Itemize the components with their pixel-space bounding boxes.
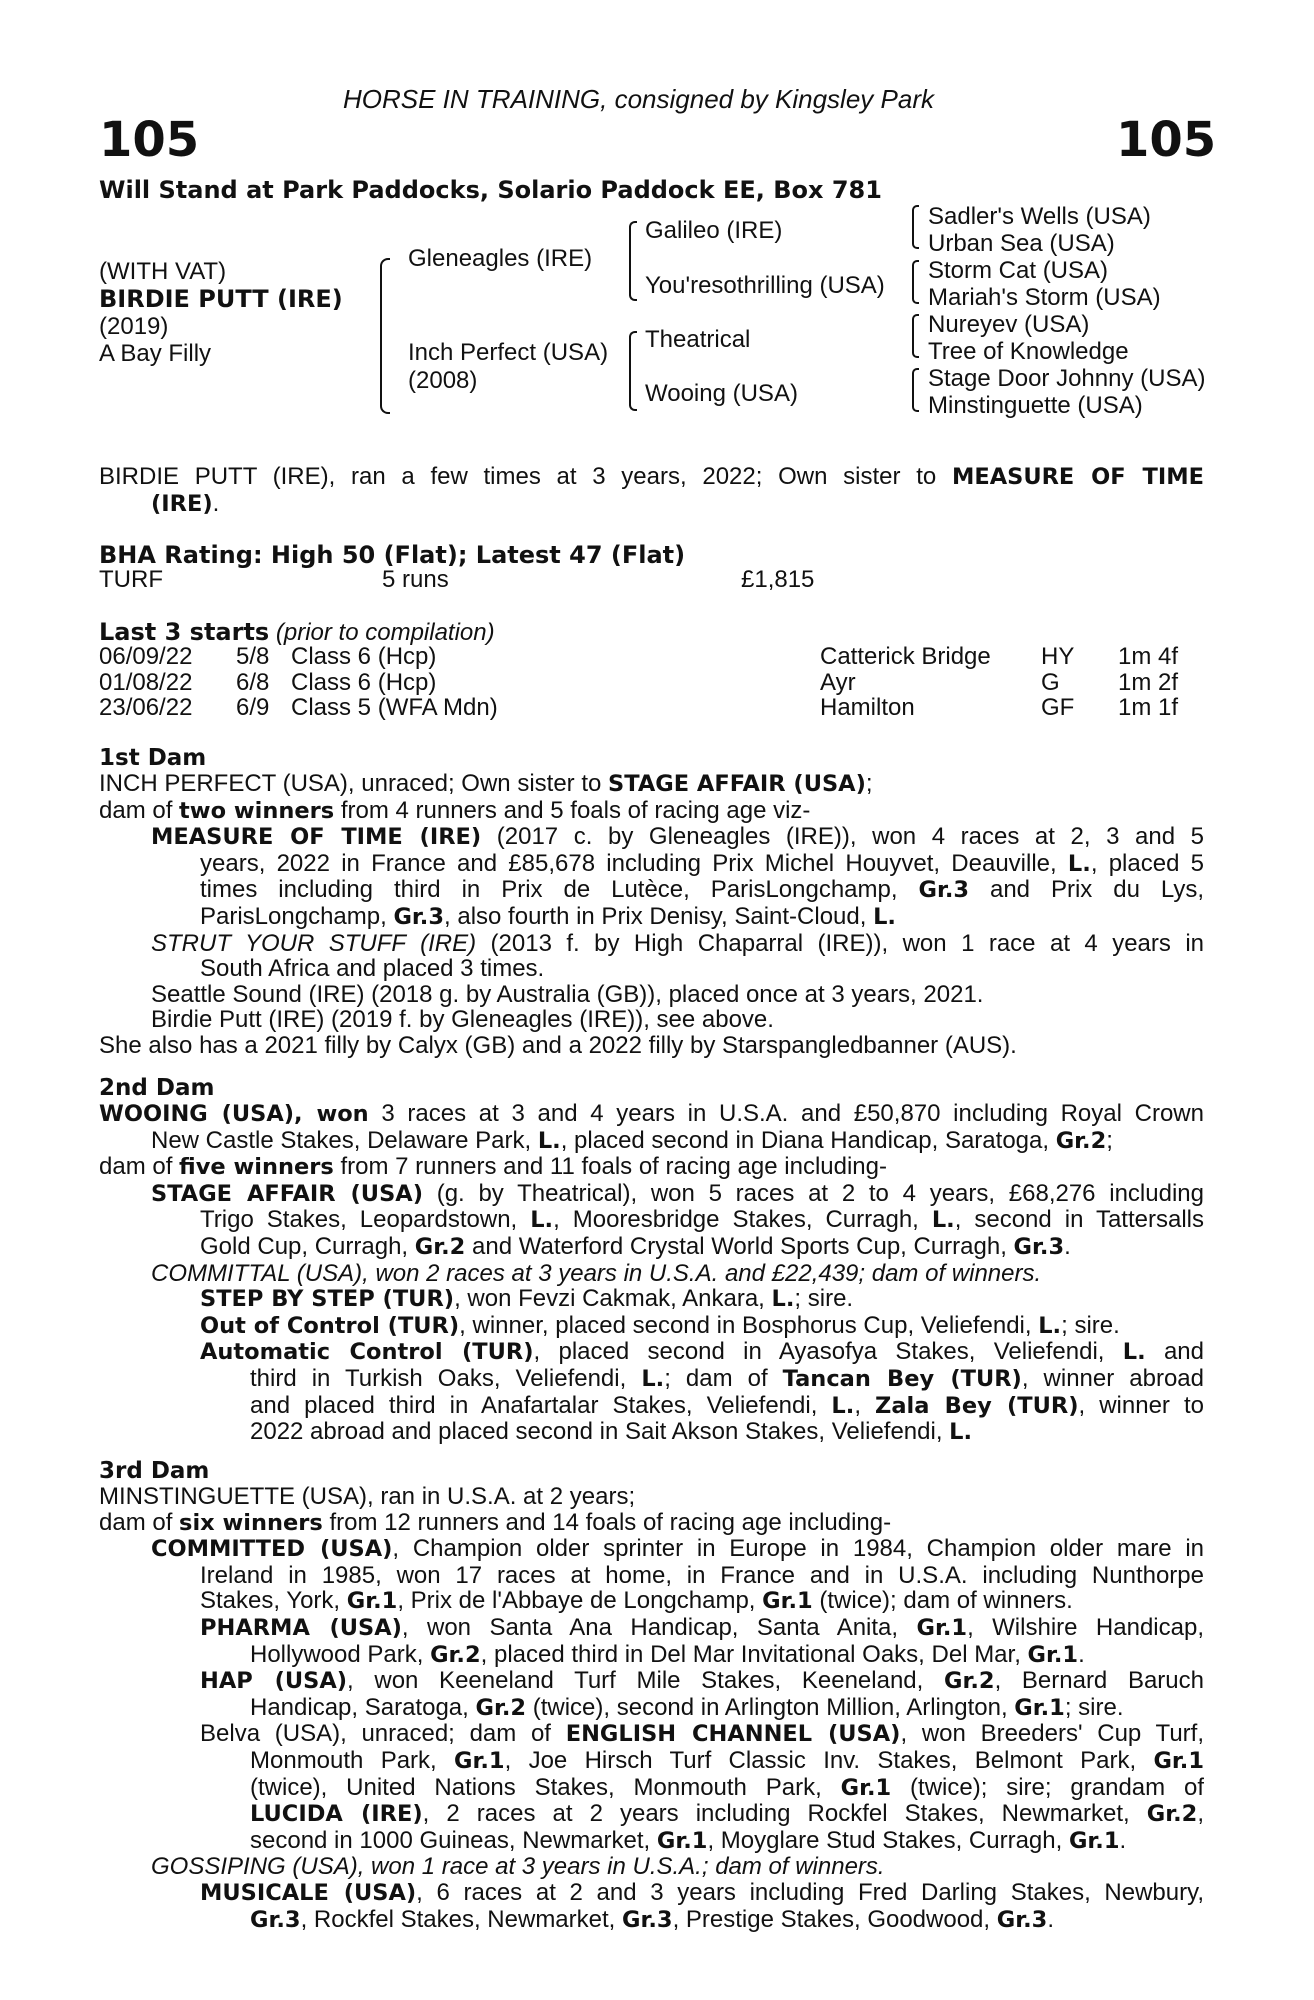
listed-mark: L. [771, 1286, 795, 1313]
group-mark: Gr.3 [1013, 1233, 1065, 1260]
rating-earnings: £1,815 [741, 566, 815, 593]
text: She also has a 2021 filly by Calyx (GB) and a 2022 filly by Starspangledbanner (AUS). [99, 1032, 1017, 1059]
text: , Champion older sprinter in Europe in 1984, Champion older mare in [392, 1536, 1204, 1563]
third-dam-section [99, 1484, 1204, 1933]
text: . [1064, 1233, 1071, 1260]
pedigree-sire: Gleneagles (IRE) [408, 245, 593, 272]
stabling-location: Will Stand at Park Paddocks, Solario Paddock EE, Box 781 [99, 176, 882, 204]
group-mark: Gr.1 [1027, 1641, 1079, 1668]
group-mark: Gr.1 [346, 1588, 398, 1615]
text: . [1047, 1906, 1054, 1933]
sibling-suffix: (IRE) [151, 490, 213, 517]
pedigree-dam: Inch Perfect (USA) [408, 339, 609, 366]
text: from 12 runners and 14 foals of racing age including- [322, 1509, 892, 1536]
text: (2013 f. by High Chaparral (IRE)), won 1 race at 4 years in [476, 930, 1204, 957]
text: , winner to [1078, 1392, 1204, 1419]
bha-rating: BHA Rating: High 50 (Flat); Latest 47 (Flat) [99, 541, 686, 569]
group-mark: Gr.2 [1055, 1127, 1107, 1154]
horse-ref: PHARMA (USA) [200, 1614, 402, 1641]
listed-mark: L. [1038, 1312, 1062, 1339]
horse-ref: STAGE AFFAIR (USA) [151, 1180, 423, 1207]
horse-ref: ENGLISH CHANNEL (USA) [565, 1721, 901, 1748]
start-race: Class 5 (WFA Mdn) [291, 694, 498, 721]
first-dam-heading: 1st Dam [99, 745, 207, 771]
text: Birdie Putt (IRE) (2019 f. by Gleneagles (IRE)), see above. [151, 1007, 774, 1033]
group-mark: Gr.3 [622, 1906, 673, 1933]
text: MINSTINGUETTE (USA), ran in U.S.A. at 2 years; [99, 1484, 636, 1510]
text: , Wilshire Handicap, [967, 1614, 1204, 1641]
text: , Joe Hirsch Turf Classic Inv. Stakes, Belmont Park, [504, 1747, 1154, 1774]
brace [629, 331, 637, 411]
text: ParisLongchamp, [200, 903, 394, 930]
text: third in Turkish Oaks, Veliefendi, [250, 1365, 642, 1392]
brace [912, 260, 919, 304]
group-mark: Gr.2 [475, 1694, 527, 1721]
start-going: HY [1041, 643, 1075, 670]
pedigree-g8: Minstinguette (USA) [928, 392, 1143, 419]
group-mark: Gr.1 [656, 1827, 708, 1854]
group-mark: Gr.3 [393, 903, 445, 930]
text: ; sire. [1064, 1694, 1124, 1721]
text: , second in Tattersalls [954, 1207, 1204, 1234]
text: 3 races at 3 and 4 years in U.S.A. and £50,870 including Royal Crown [368, 1101, 1204, 1127]
start-date: 23/06/22 [99, 694, 193, 721]
vat-note: (WITH VAT) [99, 258, 227, 285]
listed-mark: L. [931, 1207, 955, 1234]
start-going: GF [1041, 694, 1075, 721]
third-dam-heading: 3rd Dam [99, 1458, 210, 1484]
group-mark: Gr.1 [1153, 1747, 1204, 1774]
text: Gold Cup, Curragh, [200, 1233, 415, 1260]
group-mark: Gr.3 [250, 1906, 301, 1933]
horse-ref: MUSICALE (USA) [200, 1879, 417, 1906]
listed-mark: L. [530, 1207, 554, 1234]
listed-mark: L. [949, 1419, 973, 1446]
start-date: 01/08/22 [99, 668, 193, 696]
text: , won Santa Ana Handicap, Santa Anita, [401, 1614, 917, 1641]
text: New Castle Stakes, Delaware Park, [151, 1127, 538, 1154]
text: Stakes, York, [200, 1588, 347, 1615]
start-pos: 6/9 [236, 694, 270, 721]
text: (twice); dam of winners. [812, 1588, 1073, 1615]
pedigree-g1: Sadler's Wells (USA) [928, 203, 1151, 230]
text: ; [1106, 1127, 1113, 1154]
text: , Moyglare Stud Stakes, Curragh, [707, 1827, 1069, 1854]
start-race: Class 6 (Hcp) [291, 668, 437, 696]
text: ; sire. [794, 1286, 854, 1313]
winners-count: five winners [179, 1154, 334, 1181]
group-mark: Gr.2 [1146, 1801, 1198, 1828]
horse-ref: MEASURE OF TIME (IRE) [151, 824, 482, 851]
last-starts-note: (prior to compilation) [275, 619, 495, 646]
horse-ref: WOOING (USA) [99, 1101, 295, 1127]
text: GOSSIPING (USA), won 1 race at 3 years in U.S.A.; dam of winners. [151, 1854, 885, 1880]
text: dam of [99, 1509, 180, 1536]
group-mark: Gr.1 [762, 1588, 813, 1615]
group-mark: Gr.3 [918, 877, 970, 904]
group-mark: Gr.1 [840, 1774, 892, 1801]
summary-text: BIRDIE PUTT (IRE), ran a few times at 3 years, 2022; Own sister to [99, 464, 937, 490]
group-mark: Gr.2 [944, 1668, 995, 1695]
start-pos: 5/8 [236, 643, 270, 670]
text: . [1078, 1641, 1085, 1668]
text: , placed 5 [1090, 850, 1204, 877]
pedigree-g5: Nureyev (USA) [928, 311, 1090, 338]
last-starts-title: Last 3 starts [99, 618, 270, 646]
start-course: Ayr [820, 668, 856, 696]
text: , Rockfel Stakes, Newmarket, [300, 1906, 622, 1933]
text: , winner abroad [1021, 1365, 1204, 1392]
text: COMMITTAL (USA), won 2 races at 3 years in U.S.A. and £22,439; dam of winners. [151, 1260, 1042, 1287]
text: , winner, placed second in Bosphorus Cup, Veliefendi, [459, 1312, 1039, 1339]
text: and Waterford Crystal World Sports Cup, Curragh, [465, 1233, 1014, 1260]
pedigree-sire-sire: Galileo (IRE) [645, 217, 783, 244]
start-dist: 1m 4f [1118, 643, 1179, 670]
sibling-name: MEASURE OF TIME [951, 464, 1204, 490]
text: dam of [99, 1154, 180, 1181]
horse-ref: STRUT YOUR STUFF (IRE) [151, 930, 477, 957]
start-dist: 1m 2f [1118, 668, 1179, 696]
second-dam-section [99, 1101, 1204, 1446]
text: , won Keeneland Turf Mile Stakes, Keeneland, [347, 1668, 944, 1695]
text: , Bernard Baruch [994, 1668, 1204, 1695]
start-race: Class 6 (Hcp) [291, 643, 437, 670]
rating-surface: TURF [99, 566, 163, 593]
text: 2022 abroad and placed second in Sait Akson Stakes, Veliefendi, [250, 1419, 950, 1446]
text: , 6 races at 2 and 3 years including Fred Darling Stakes, Newbury, [416, 1879, 1204, 1906]
horse-description: A Bay Filly [99, 340, 212, 367]
summary: BIRDIE PUTT (IRE), ran a few times at 3 years, 2022; Own sister to MEASURE OF TIME (IRE). [99, 464, 1204, 517]
text: , also fourth in Prix Denisy, Saint-Cloud, [444, 903, 874, 930]
text: Seattle Sound (IRE) (2018 g. by Australia (GB)), placed once at 3 years, 2021. [151, 981, 984, 1008]
brace [629, 221, 637, 301]
text: , placed third in Del Mar Invitational Oaks, Del Mar, [480, 1641, 1028, 1668]
rating-runs: 5 runs [382, 566, 449, 593]
group-mark: Gr.1 [1068, 1827, 1120, 1854]
listed-mark: L. [641, 1365, 665, 1392]
start-date: 06/09/22 [99, 643, 193, 670]
text: Hollywood Park, [250, 1641, 431, 1668]
text: . [1119, 1827, 1127, 1854]
text: , placed second in Ayasofya Stakes, Veliefendi, [533, 1339, 1123, 1366]
consignment-header: HORSE IN TRAINING, consigned by Kingsley Park [343, 84, 934, 114]
text: times including third in Prix de Lutèce, ParisLongchamp, [200, 877, 919, 904]
pedigree-sire-dam: You'resothrilling (USA) [645, 272, 885, 299]
group-mark: Gr.1 [454, 1747, 505, 1774]
lot-number-right: 105 [1116, 112, 1217, 168]
text: from 7 runners and 11 foals of racing age including- [333, 1154, 887, 1181]
group-mark: Gr.1 [916, 1614, 968, 1641]
horse-name: BIRDIE PUTT (IRE) [99, 285, 343, 313]
horse-ref: Out of Control (TUR) [200, 1312, 460, 1339]
text: from 4 runners and 5 foals of racing age viz- [334, 797, 811, 824]
group-mark: Gr.1 [1014, 1694, 1065, 1721]
text: (2017 c. by Gleneagles (IRE)), won 4 races at 2, 3 and 5 [481, 824, 1204, 851]
text: and placed third in Anafartalar Stakes, Veliefendi, [250, 1392, 832, 1419]
text: (twice); sire; grandam of [891, 1774, 1204, 1801]
text: Belva (USA), unraced; dam of [200, 1721, 566, 1748]
horse-ref: STEP BY STEP (TUR) [200, 1286, 455, 1313]
horse-year: (2019) [99, 313, 169, 340]
brace [912, 368, 919, 412]
text: , placed second in Diana Handicap, Saratoga, [560, 1127, 1056, 1154]
text: , won Fevzi Cakmak, Ankara, [454, 1286, 772, 1313]
brace [912, 314, 919, 358]
pedigree-g6: Tree of Knowledge [928, 338, 1129, 365]
horse-ref: COMMITTED (USA) [151, 1536, 393, 1563]
text: INCH PERFECT (USA), unraced; Own sister to [99, 771, 609, 797]
brace [912, 205, 919, 249]
horse-ref: HAP (USA) [200, 1668, 348, 1695]
text: Ireland in 1985, won 17 races at home, in France and in U.S.A. including Nunthorpe [200, 1562, 1204, 1589]
brace [380, 258, 390, 414]
listed-mark: L. [873, 903, 896, 930]
horse-ref: STAGE AFFAIR (USA) [608, 771, 866, 797]
group-mark: Gr.2 [430, 1641, 481, 1668]
start-dist: 1m 1f [1118, 694, 1179, 721]
text: and [1145, 1339, 1204, 1366]
pedigree-dam-year: (2008) [408, 367, 478, 394]
text: , [1197, 1801, 1204, 1828]
text: ; sire. [1061, 1312, 1120, 1339]
winners-count: six winners [179, 1509, 323, 1536]
text: , [854, 1392, 876, 1419]
horse-ref: Tancan Bey (TUR) [782, 1365, 1022, 1392]
pedigree-g2: Urban Sea (USA) [928, 230, 1115, 257]
horse-ref: LUCIDA (IRE) [250, 1801, 423, 1828]
pedigree-dam-dam: Wooing (USA) [645, 380, 798, 407]
text: dam of [99, 797, 180, 824]
horse-ref: Automatic Control (TUR) [200, 1339, 534, 1366]
text: , Mooresbridge Stakes, Curragh, [553, 1207, 932, 1234]
listed-mark: L. [831, 1392, 855, 1419]
text: , Prix de l'Abbaye de Longchamp, [397, 1588, 763, 1615]
listed-mark: L. [1067, 850, 1091, 877]
pedigree-dam-sire: Theatrical [645, 326, 751, 353]
pedigree-g3: Storm Cat (USA) [928, 257, 1109, 284]
group-mark: Gr.2 [414, 1233, 466, 1260]
text: ; dam of [664, 1365, 783, 1392]
pedigree-g4: Mariah's Storm (USA) [928, 284, 1161, 311]
start-going: G [1041, 668, 1060, 696]
text: and Prix du Lys, [969, 877, 1204, 904]
pedigree-g7: Stage Door Johnny (USA) [928, 365, 1206, 392]
winners-count: two winners [179, 797, 335, 824]
start-course: Catterick Bridge [820, 643, 991, 670]
group-mark: Gr.3 [996, 1906, 1048, 1933]
text: , 2 races at 2 years including Rockfel Stakes, Newmarket, [422, 1801, 1147, 1828]
text: Trigo Stakes, Leopardstown, [200, 1207, 531, 1234]
first-dam-section [99, 771, 1204, 1059]
text: second in 1000 Guineas, Newmarket, [250, 1827, 657, 1854]
text: Monmouth Park, [250, 1747, 455, 1774]
text: years, 2022 in France and £85,678 including Prix Michel Houyvet, Deauville, [200, 850, 1068, 877]
lot-number-left: 105 [99, 112, 200, 168]
second-dam-heading: 2nd Dam [99, 1075, 215, 1101]
listed-mark: L. [537, 1127, 561, 1154]
start-pos: 6/8 [236, 668, 270, 696]
listed-mark: L. [1122, 1339, 1146, 1366]
text: (twice), United Nations Stakes, Monmouth Park, [250, 1774, 841, 1801]
text: (twice), second in Arlington Million, Arlington, [526, 1694, 1015, 1721]
text: ; [865, 771, 873, 797]
text: South Africa and placed 3 times. [200, 956, 545, 982]
text: Handicap, Saratoga, [250, 1694, 476, 1721]
horse-ref: Zala Bey (TUR) [875, 1392, 1079, 1419]
text: , won [294, 1101, 369, 1127]
text: (g. by Theatrical), won 5 races at 2 to 4 years, £68,276 including [422, 1180, 1204, 1207]
text: , won Breeders' Cup Turf, [900, 1721, 1204, 1748]
start-course: Hamilton [820, 694, 915, 721]
text: , Prestige Stakes, Goodwood, [672, 1906, 997, 1933]
